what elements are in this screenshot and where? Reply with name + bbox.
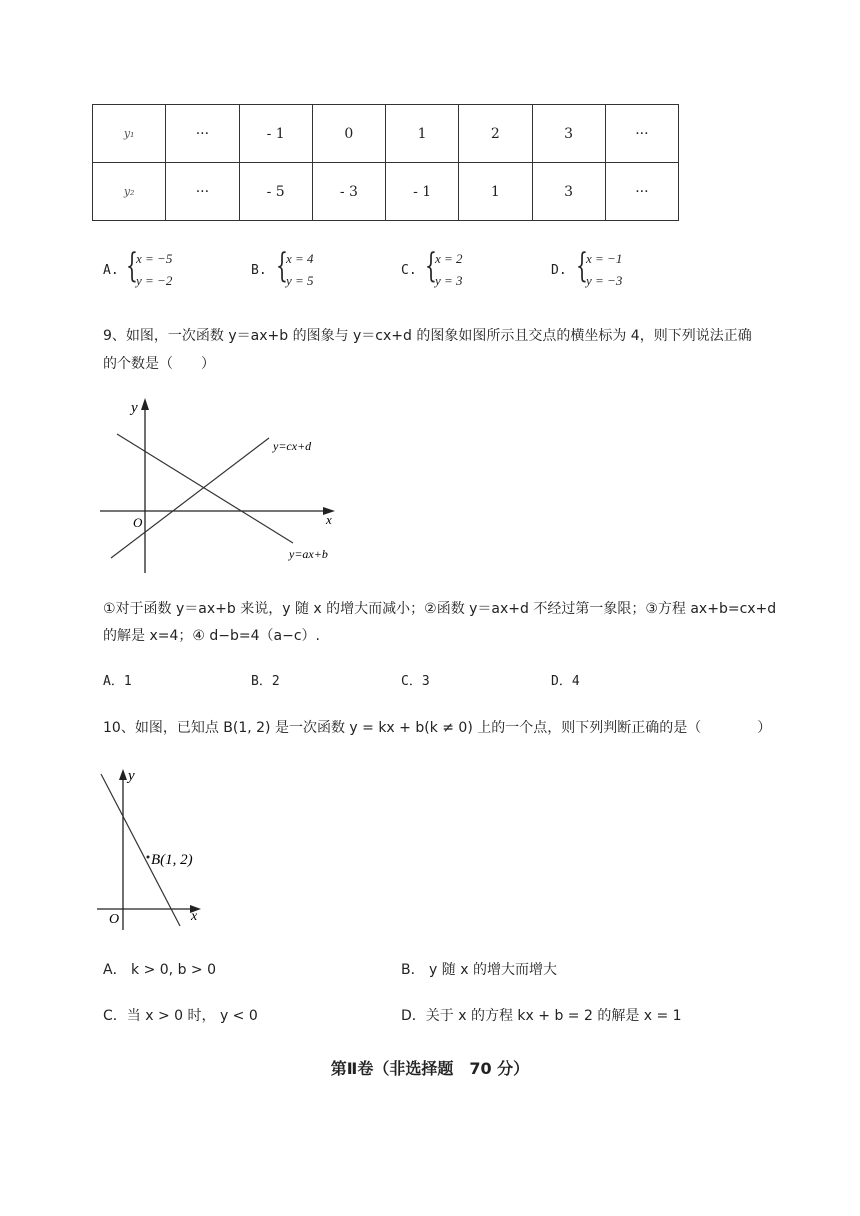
equation-line: y = −2 [136, 273, 173, 288]
brace-icon: { [276, 246, 288, 286]
table-cell: - 3 [312, 163, 385, 221]
y-label: y [128, 768, 135, 784]
point-b-label: B(1, 2) [151, 852, 193, 868]
equation-line: y = −3 [586, 273, 623, 288]
q10-stem: 10、如图，已知点 B(1, 2) 是一次函数 y = kx + b(k ≠ 0) 上的一个点，则下列判断正确的是（ ） [103, 720, 772, 736]
y-axis-arrow-icon [141, 398, 149, 410]
q9-statements-line2: 的解是 x=4；④ d−b=4（a−c）. [103, 628, 320, 644]
q9-option-a: A．1 [103, 674, 132, 689]
q9-statements-line1: ①对于函数 y＝ax+b 来说，y 随 x 的增大而减小；②函数 y＝ax+d 不经过第一象限；③方程 ax+b=cx+d [103, 601, 777, 617]
table-cell: ··· [605, 163, 678, 221]
table-cell: ··· [166, 163, 239, 221]
equation-line: x = 4 [286, 251, 314, 266]
equation-line: x = 2 [435, 251, 463, 266]
table-cell: - 1 [239, 105, 312, 163]
option-letter: B. [251, 263, 267, 278]
q9-option-d: D．4 [551, 674, 580, 689]
table-cell: - 1 [386, 163, 459, 221]
q10-graph [95, 760, 225, 935]
line-kx-plus-b [101, 774, 180, 926]
q9-stem-line2: 的个数是（ ） [103, 356, 215, 372]
q9-stem-line1: 9、如图，一次函数 y＝ax+b 的图象与 y＝cx+d 的图象如图所示且交点的横坐标为 4，则下列说法正确 [103, 328, 752, 344]
option-letter: D. [551, 263, 567, 278]
q10-option-c: C．当 x > 0 时， y < 0 [103, 1008, 258, 1024]
section-title: 第Ⅱ卷（非选择题 70 分） [330, 1059, 530, 1078]
equation-line: y = 5 [286, 273, 314, 288]
origin-label: O [109, 912, 120, 927]
option-letter: C. [401, 263, 417, 278]
table-row [93, 163, 679, 221]
q10-option-a: A． k > 0, b > 0 [103, 962, 216, 978]
table-cell: 2 [459, 105, 532, 163]
q10-option-b: B． y 随 x 的增大而增大 [401, 962, 557, 978]
q9-option-c: C．3 [401, 674, 430, 689]
origin-label: O [133, 515, 143, 530]
equation-line: x = −5 [136, 251, 173, 266]
q10-option-d: D．关于 x 的方程 kx + b = 2 的解是 x = 1 [401, 1008, 682, 1024]
y-label: y [131, 400, 138, 416]
table-cell: 1 [459, 163, 532, 221]
line-ax-plus-b [117, 434, 293, 543]
line-cx-plus-d-label: y=cx+d [273, 439, 312, 453]
q9-graph [95, 390, 355, 580]
line-cx-plus-d [111, 438, 269, 558]
table-cell: 3 [532, 105, 605, 163]
q9-option-b: B．2 [251, 674, 280, 689]
equation-line: x = −1 [586, 251, 623, 266]
brace-icon: { [126, 246, 138, 286]
row-header: y₂ [93, 163, 166, 221]
table-cell: 1 [386, 105, 459, 163]
table-cell: ··· [166, 105, 239, 163]
row-header: y₁ [93, 105, 166, 163]
equation-line: y = 3 [435, 273, 463, 288]
table-row [93, 105, 679, 163]
table-cell: 3 [532, 163, 605, 221]
brace-icon: { [576, 246, 588, 286]
brace-icon: { [425, 246, 437, 286]
point-b [147, 856, 150, 859]
table-cell: ··· [605, 105, 678, 163]
table-cell: 0 [312, 105, 385, 163]
option-letter: A. [103, 263, 119, 278]
values-table [92, 104, 679, 221]
y-axis-arrow-icon [119, 769, 127, 780]
table-cell: - 5 [239, 163, 312, 221]
x-label: x [191, 909, 198, 924]
x-label: x [326, 512, 332, 527]
line-ax-plus-b-label: y=ax+b [289, 547, 328, 561]
